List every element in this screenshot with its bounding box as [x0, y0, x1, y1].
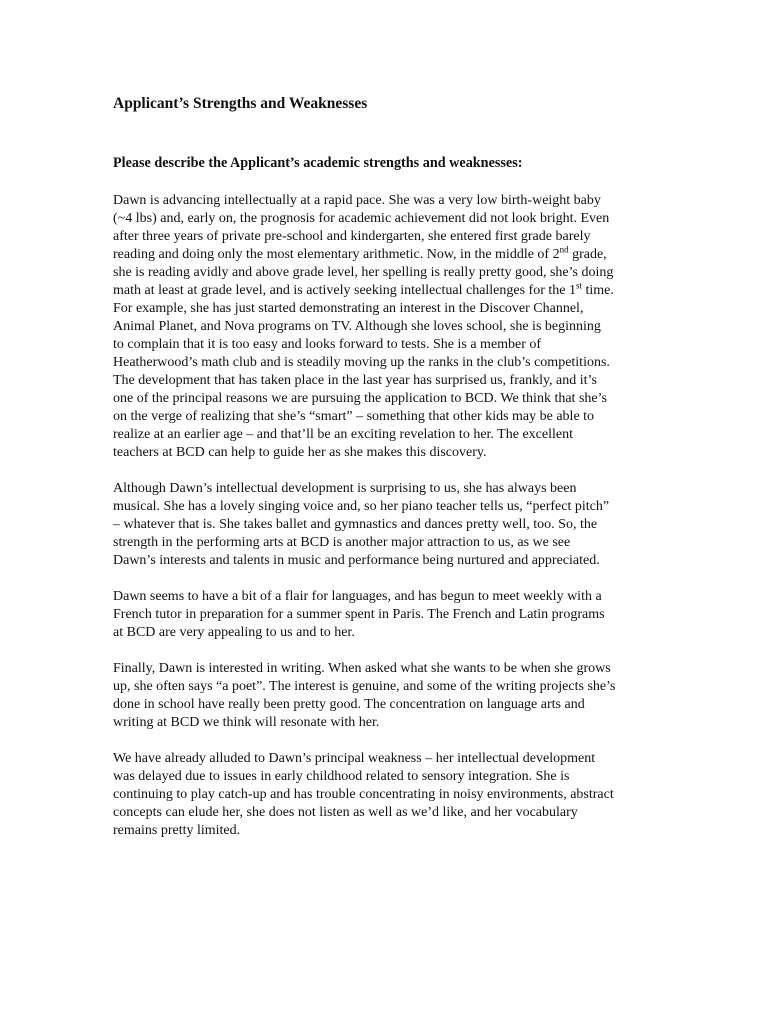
text-segment: reading and doing only the most elementary arithmetic. Now, in the middle of 2 — [113, 247, 560, 262]
text-line: after three years of private pre-school and kindergarten, she entered first grade barely — [113, 229, 591, 244]
text-line: French tutor in preparation for a summer spent in Paris. The French and Latin programs — [113, 607, 605, 622]
text-line — [113, 246, 661, 264]
text-line: Animal Planet, and Nova programs on TV. Although she loves school, she is beginning — [113, 319, 601, 334]
text-line: Dawn seems to have a bit of a flair for languages, and has begun to meet weekly with a — [113, 589, 602, 604]
document-body — [113, 94, 661, 858]
superscript: st — [575, 280, 582, 291]
text-line: one of the principal reasons we are pursuing the application to BCD. We think that she’s — [113, 391, 607, 406]
text-line: writing at BCD we think will resonate with her. — [113, 715, 380, 730]
paragraph-weaknesses — [113, 750, 661, 840]
text-line: Dawn’s interests and talents in music and performance being nurtured and appreciated. — [113, 553, 600, 568]
text-line: at BCD are very appealing to us and to her. — [113, 625, 355, 640]
text-line: The development that has taken place in the last year has surprised us, frankly, and it’s — [113, 373, 597, 388]
text-segment: time. — [582, 283, 614, 298]
text-line: remains pretty limited. — [113, 823, 241, 838]
superscript: nd — [559, 244, 569, 255]
question-prompt: Please describe the Applicant’s academic strengths and weaknesses: — [113, 155, 523, 171]
text-line: to complain that it is too easy and looks forward to tests. She is a member of — [113, 337, 542, 352]
text-line: musical. She has a lovely singing voice and, so her piano teacher tells us, “perfect pitch” — [113, 499, 610, 514]
text-line: continuing to play catch-up and has trouble concentrating in noisy environments, abstract — [113, 787, 614, 802]
paragraph-music-performance — [113, 480, 661, 570]
text-line: she is reading avidly and above grade level, her spelling is really pretty good, she’s doing — [113, 265, 614, 280]
text-line: strength in the performing arts at BCD is another major attraction to us, as we see — [113, 535, 571, 550]
text-line: We have already alluded to Dawn’s principal weakness – her intellectual development — [113, 751, 596, 766]
text-line: realize at an earlier age – and that’ll be an exciting revelation to her. The excellent — [113, 427, 573, 442]
text-line: Dawn is advancing intellectually at a rapid pace. She was a very low birth-weight baby — [113, 193, 601, 208]
text-segment: math at least at grade level, and is actively seeking intellectual challenges for the 1 — [113, 283, 576, 298]
paragraph-writing — [113, 660, 661, 732]
paragraph-academic-progress — [113, 192, 661, 462]
text-line: was delayed due to issues in early childhood related to sensory integration. She is — [113, 769, 570, 784]
document-title: Applicant’s Strengths and Weaknesses — [113, 95, 368, 112]
paragraph-languages — [113, 588, 661, 642]
text-line: teachers at BCD can help to guide her as she makes this discovery. — [113, 445, 487, 460]
text-line: – whatever that is. She takes ballet and gymnastics and dances pretty well, too. So, the — [113, 517, 598, 532]
text-line: Heatherwood’s math club and is steadily moving up the ranks in the club’s competitions. — [113, 355, 610, 370]
text-line: Finally, Dawn is interested in writing. When asked what she wants to be when she grows — [113, 661, 611, 676]
text-line: done in school have really been pretty good. The concentration on language arts and — [113, 697, 585, 712]
text-line: For example, she has just started demonstrating an interest in the Discover Channel, — [113, 301, 584, 316]
text-segment: grade, — [568, 247, 607, 262]
text-line: Although Dawn’s intellectual development is surprising to us, she has always been — [113, 481, 577, 496]
text-line — [113, 282, 661, 300]
text-line: concepts can elude her, she does not listen as well as we’d like, and her vocabulary — [113, 805, 578, 820]
text-line: up, she often says “a poet”. The interest is genuine, and some of the writing projects she’s — [113, 679, 616, 694]
text-line: (~4 lbs) and, early on, the prognosis for academic achievement did not look bright. Even — [113, 211, 610, 226]
text-line: on the verge of realizing that she’s “smart” – something that other kids may be able to — [113, 409, 595, 424]
